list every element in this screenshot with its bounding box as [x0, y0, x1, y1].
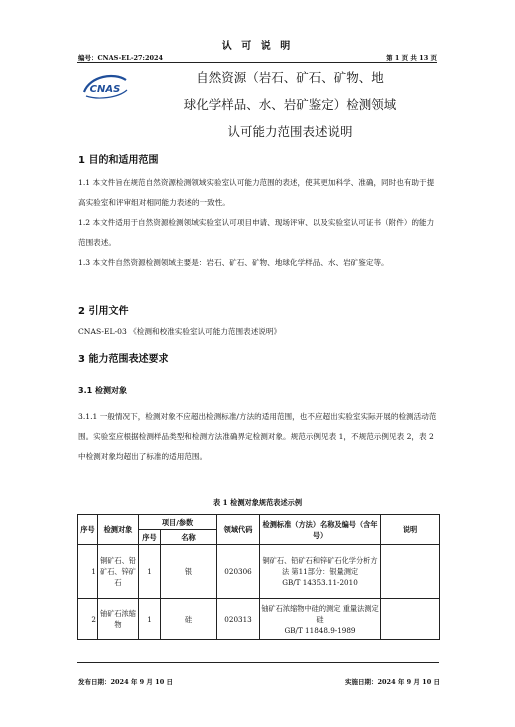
header-note: 说明 — [381, 515, 440, 545]
logo-text: CNAS — [89, 84, 121, 95]
row-object: 铜矿石、铅矿石、锌矿石 — [98, 545, 139, 599]
header-standard: 检测标准（方法）名称及编号（含年号） — [260, 515, 381, 545]
section-2-paragraph: CNAS-EL-03 《检测和校准实验室认可能力范围表述说明》 — [78, 327, 282, 336]
row-standard-name: 铀矿石浓缩物中硅的测定 重量法测定硅 — [261, 603, 379, 624]
table-caption: 表 1 检测对象规范表述示例 — [212, 498, 303, 507]
header-sub-seq: 序号 — [139, 530, 161, 545]
row-standard — [260, 545, 381, 599]
row-object: 铀矿石浓缩物 — [98, 599, 139, 640]
section-1-3-paragraph: 1.3 本文件自然资源检测领域主要是：岩石、矿石、矿物、地球化学样品、水、岩矿鉴定等。 — [78, 258, 389, 267]
footer-issue-date: 发布日期：2024 年 9 月 10 日 — [78, 678, 173, 686]
header-top-title: 认 可 说 明 — [221, 41, 294, 52]
header-object: 检测对象 — [98, 515, 139, 545]
section-3-1-heading: 3.1 检测对象 — [78, 386, 127, 395]
row-sub-seq: 1 — [139, 545, 161, 599]
row-name: 硅 — [161, 599, 217, 640]
section-3-heading: 3 能力范围表述要求 — [78, 354, 169, 365]
row-seq: 1 — [78, 545, 98, 599]
header-sub-name: 名称 — [161, 530, 217, 545]
row-standard-number: GB/T 14353.11-2010 — [282, 578, 358, 587]
document-title-line1: 自然资源（岩石、矿石、矿物、地 — [196, 70, 384, 85]
header-page-info: 第 1 页 共 13 页 — [386, 54, 437, 62]
header-divider — [77, 62, 437, 63]
row-code: 020306 — [217, 545, 260, 599]
row-standard — [260, 599, 381, 640]
footer-divider — [77, 662, 439, 663]
header-item-param: 项目/参数 — [139, 515, 217, 530]
header-seq: 序号 — [78, 515, 98, 545]
document-title-line3: 认可能力范围表述说明 — [227, 124, 353, 139]
section-1-2-paragraph: 1.2 本文件适用于自然资源检测领域实验室认可项目申请、现场评审、以及实验室认可证书（附件）的能力范围表述。 — [78, 218, 435, 247]
row-seq: 2 — [78, 599, 98, 640]
header-field-code: 领域代码 — [217, 515, 260, 545]
table-row — [78, 545, 440, 599]
section-1-1-paragraph: 1.1 本文件旨在规范自然资源检测领域实验室认可能力范围的表述，使其更加科学、准确，同时也有助于提高实验室和评审组对相同能力表述的一致性。 — [78, 178, 435, 207]
section-3-1-1-paragraph: 3.1.1 一般情况下，检测对象不应超出检测标准/方法的适用范围，也不应超出实验室实际开展的检测活动范围。实验室应根据检测样品类型和检测方法准确界定检测对象。规范示例见表 1，不规范示例见表 2，表 2 中检测对象均超出了标准的适用范围。 — [78, 412, 437, 461]
section-1-heading: 1 目的和适用范围 — [78, 155, 159, 166]
table-row — [78, 599, 440, 640]
row-sub-seq: 1 — [139, 599, 161, 640]
table-header-row — [78, 515, 440, 530]
spec-table — [77, 514, 440, 640]
row-standard-number: GB/T 11848.9-1989 — [284, 625, 356, 635]
row-note — [381, 545, 440, 599]
row-code: 020313 — [217, 599, 260, 640]
cnas-logo — [80, 72, 130, 100]
header-doc-number: 编号：CNAS-EL-27:2024 — [78, 54, 164, 62]
document-title-line2: 球化学样品、水、岩矿鉴定）检测领域 — [183, 97, 397, 112]
section-2-heading: 2 引用文件 — [78, 306, 129, 317]
row-note — [381, 599, 440, 640]
row-standard-name: 铜矿石、铅矿石和锌矿石化学分析方法 第11部分：银量测定 — [262, 556, 378, 576]
row-name: 银 — [161, 545, 217, 599]
footer-effective-date: 实施日期：2024 年 9 月 10 日 — [345, 678, 440, 686]
